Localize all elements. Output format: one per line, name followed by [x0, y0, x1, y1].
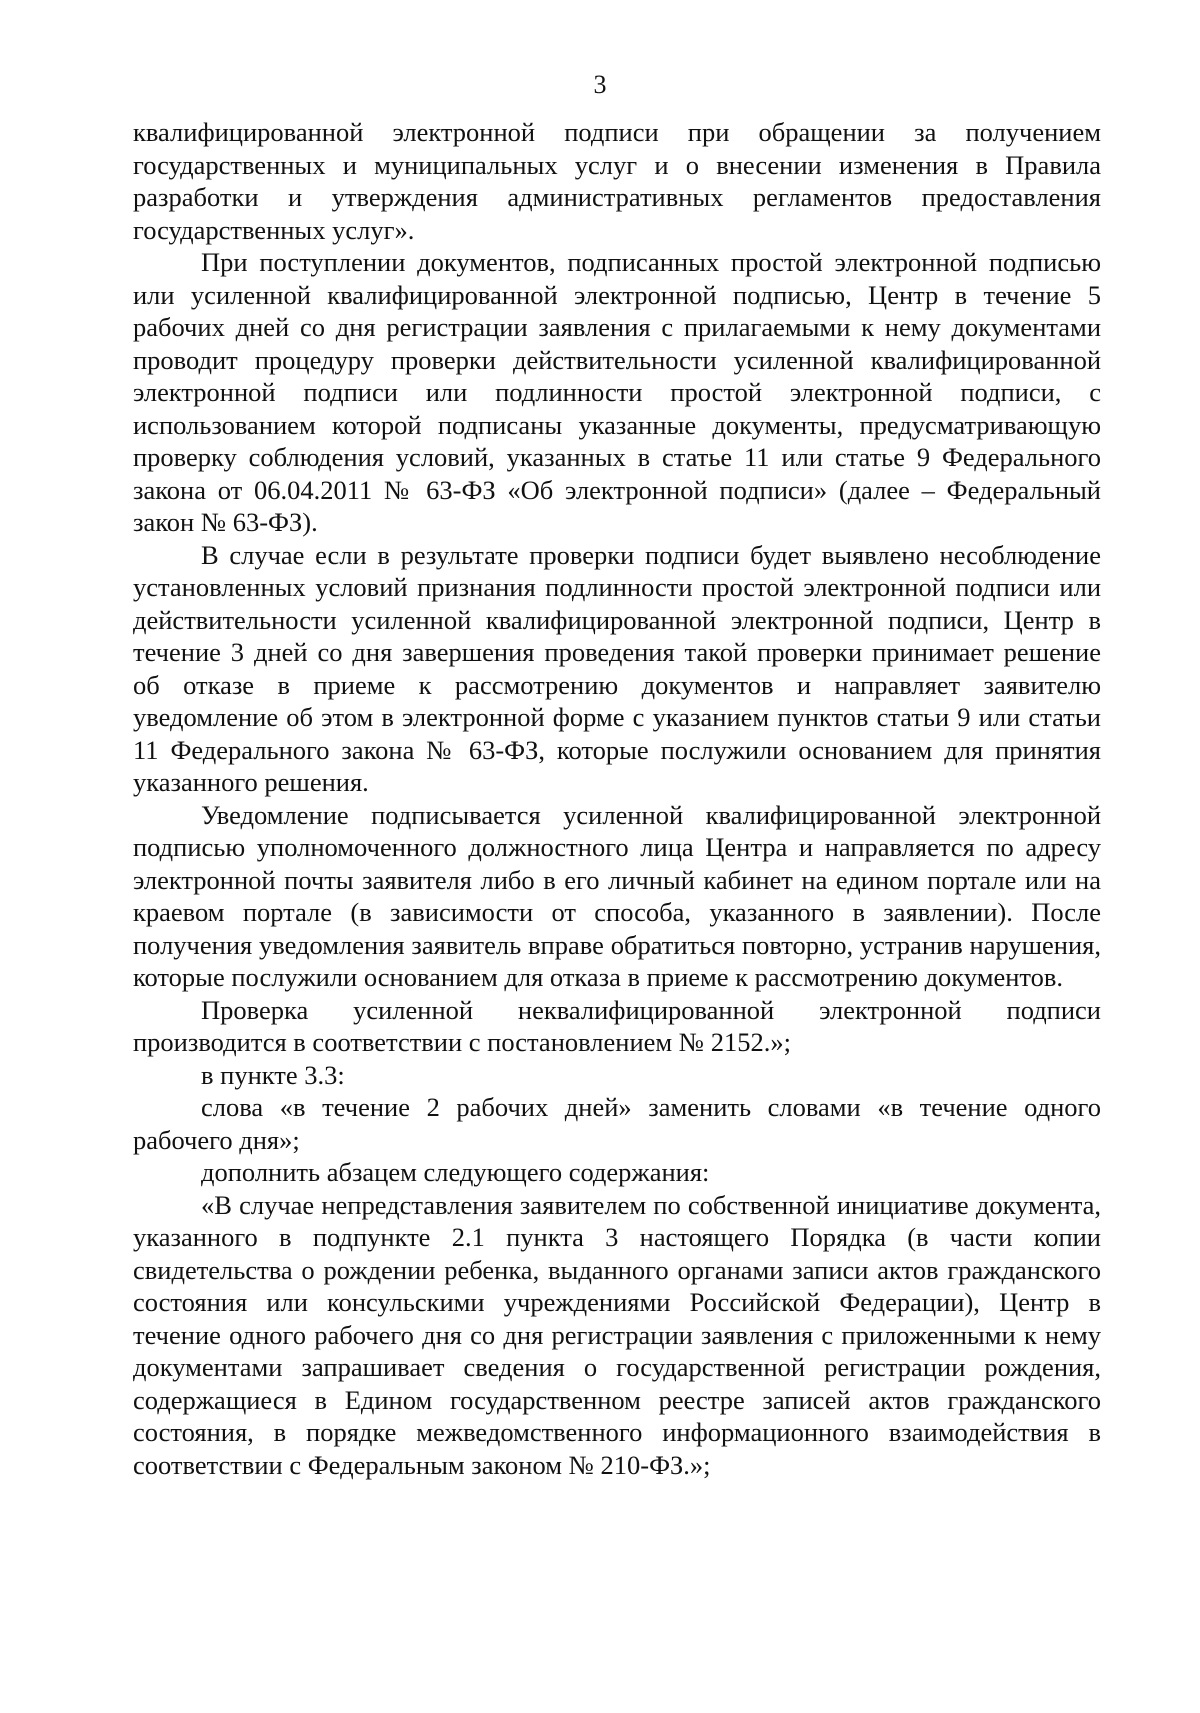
page-number: 3	[593, 70, 607, 99]
paragraph-2: При поступлении документов, подписанных простой электронной подписью или усиленной квалифицированной электронной подписью, Центр в течение 5 рабочих дней со дня регистрации заявления с прилагаемыми к нему документами проводит процедуру проверки действительности усиленной квалифицированной электронной подписи или подлинности простой электронной подписи, с использованием которой подписаны указанные документы, предусматривающую проверку соблюдения условий, указанных в статье 11 или статье 9 Федерального закона от 06.04.2011 № 63-ФЗ «Об электронной подписи» (далее – Федеральный закон № 63-ФЗ).	[133, 247, 1101, 537]
paragraph-8: дополнить абзацем следующего содержания:	[201, 1157, 710, 1187]
paragraph-7: слова «в течение 2 рабочих дней» заменить словами «в течение одного рабочего дня»;	[133, 1092, 1101, 1155]
paragraph-1: квалифицированной электронной подписи при обращении за получением государственных и муниципальных услуг и о внесении изменения в Правила разработки и утверждения административных регламентов предоставления государственных услуг».	[133, 117, 1101, 245]
paragraph-4: Уведомление подписывается усиленной квалифицированной электронной подписью уполномоченного должностного лица Центра и направляется по адресу электронной почты заявителя либо в его личный кабинет на едином портале или на краевом портале (в зависимости от способа, указанного в заявлении). После получения уведомления заявитель вправе обратиться повторно, устранив нарушения, которые послужили основанием для отказа в приеме к рассмотрению документов.	[133, 799, 1101, 992]
paragraph-3: В случае если в результате проверки подписи будет выявлено несоблюдение установленных условий признания подлинности простой электронной подписи или действительности усиленной квалифицированной электронной подписи, Центр в течение 3 дней со дня завершения проведения такой проверки принимает решение об отказе в приеме к рассмотрению документов и направляет заявителю уведомление об этом в электронной форме с указанием пунктов статьи 9 или статьи 11 Федерального закона № 63-ФЗ, которые послужили основанием для принятия указанного решения.	[133, 539, 1101, 797]
paragraph-9: «В случае непредставления заявителем по собственной инициативе документа, указанного в подпункте 2.1 пункта 3 настоящего Порядка (в части копии свидетельства о рождении ребенка, выданного органами записи актов гражданского состояния или консульскими учреждениями Российской Федерации), Центр в течение одного рабочего дня со дня регистрации заявления с приложенными к нему документами запрашивает сведения о государственной регистрации рождения, содержащиеся в Едином государственном реестре записей актов гражданского состояния, в порядке межведомственного информационного взаимодействия в соответствии с Федеральным законом № 210-ФЗ.»;	[133, 1189, 1101, 1480]
document-body	[133, 116, 1101, 1481]
paragraph-5: Проверка усиленной неквалифицированной электронной подписи производится в соответствии с постановлением № 2152.»;	[133, 994, 1101, 1057]
paragraph-6: в пункте 3.3:	[201, 1059, 345, 1090]
